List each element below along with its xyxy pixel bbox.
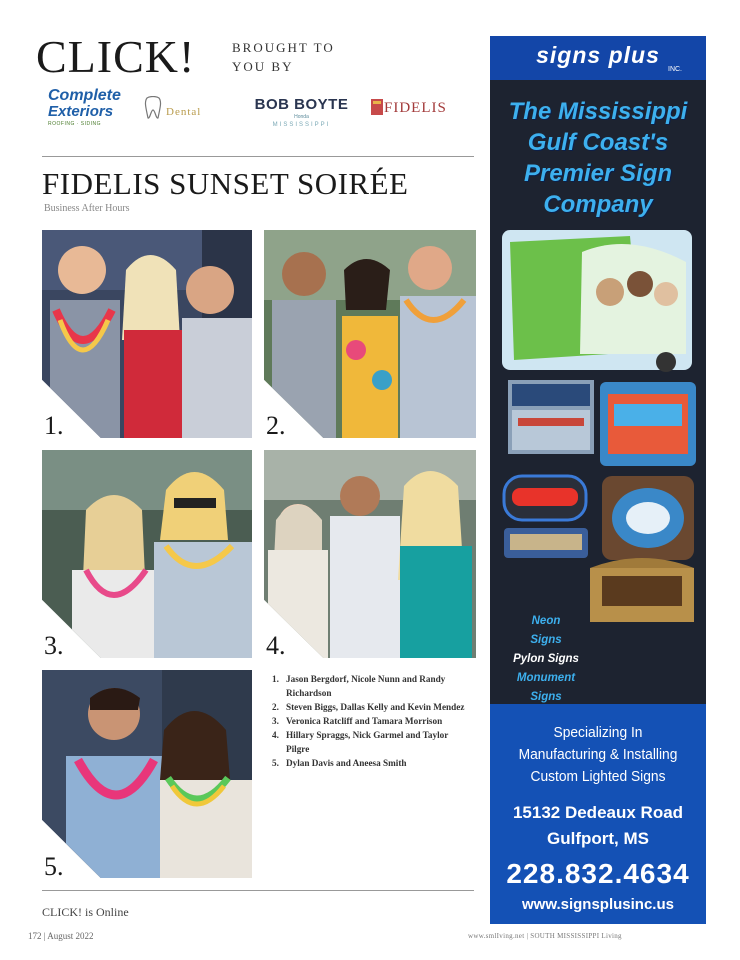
caption-item: 5. Dylan Davis and Aneesa Smith — [272, 758, 407, 768]
signs-plus-advertisement[interactable] — [490, 36, 706, 924]
ad-website-link[interactable]: www.signsplusinc.us — [522, 896, 674, 913]
click-title: CLICK! — [36, 31, 196, 82]
photo-captions — [272, 672, 472, 770]
photo-2 — [264, 230, 476, 438]
fidelis-emblem-icon — [370, 98, 384, 116]
photo-number-3: 3. — [44, 631, 64, 660]
caption-item: 3. Veronica Ratcliff and Tamara Morrison — [272, 716, 443, 726]
fidelis-logo: FIDELIS — [370, 88, 474, 140]
sign-examples-collage — [490, 222, 706, 622]
photo-number-1: 1. — [44, 411, 64, 440]
brought-to-you-by: BROUGHT TO YOU BY — [232, 40, 335, 74]
photo-number-4: 4. — [266, 631, 286, 660]
ad-headline: The Mississippi Gulf Coast's Premier Sign Company — [508, 98, 688, 218]
photo-number-2: 2. — [266, 411, 286, 440]
header-divider — [42, 156, 474, 157]
dental-logo: Dental — [144, 88, 244, 140]
footer-divider — [42, 890, 474, 891]
event-title: FIDELIS SUNSET SOIRÉE — [42, 166, 409, 201]
photo-4 — [264, 450, 476, 658]
sponsor-logos — [44, 88, 474, 140]
signs-plus-inc: INC. — [668, 66, 682, 73]
photo-1 — [42, 230, 252, 438]
photo-number-5: 5. — [44, 852, 64, 881]
tooth-icon — [144, 96, 162, 120]
ad-phone[interactable]: 228.832.4634 — [506, 858, 690, 889]
photo-5 — [42, 670, 252, 878]
magazine-site: www.smlIving.net | SOUTH MISSISSIPPI Living — [468, 932, 622, 940]
caption-item: 2. Steven Biggs, Dallas Kelly and Kevin Mendez — [272, 702, 465, 712]
bob-boyte-logo: BOB BOYTE Honda MISSISSIPPI — [254, 96, 349, 128]
signs-plus-logo: signs plus — [536, 42, 660, 68]
caption-item: 4. Hillary Spraggs, Nick Garmel and Taylor Pilgre — [272, 730, 449, 754]
ad-address: 15132 Dedeaux Road Gulfport, MS — [512, 803, 684, 848]
ad-sign-types: Neon Signs Pylon Signs Monument Signs — [513, 615, 579, 703]
event-subtitle: Business After Hours — [44, 203, 130, 214]
ad-specializing: Specializing In Manufacturing & Installing Custom Lighted Signs — [518, 724, 678, 785]
photo-3 — [42, 450, 252, 658]
caption-item: 1. Jason Bergdorf, Nicole Nunn and Randy Richardson — [272, 674, 446, 698]
page-number-issue: 172 | August 2022 — [28, 931, 94, 941]
complete-exteriors-logo: Complete Exteriors ROOFING · SIDING — [48, 87, 121, 127]
click-online-link[interactable]: CLICK! is Online — [42, 905, 129, 919]
